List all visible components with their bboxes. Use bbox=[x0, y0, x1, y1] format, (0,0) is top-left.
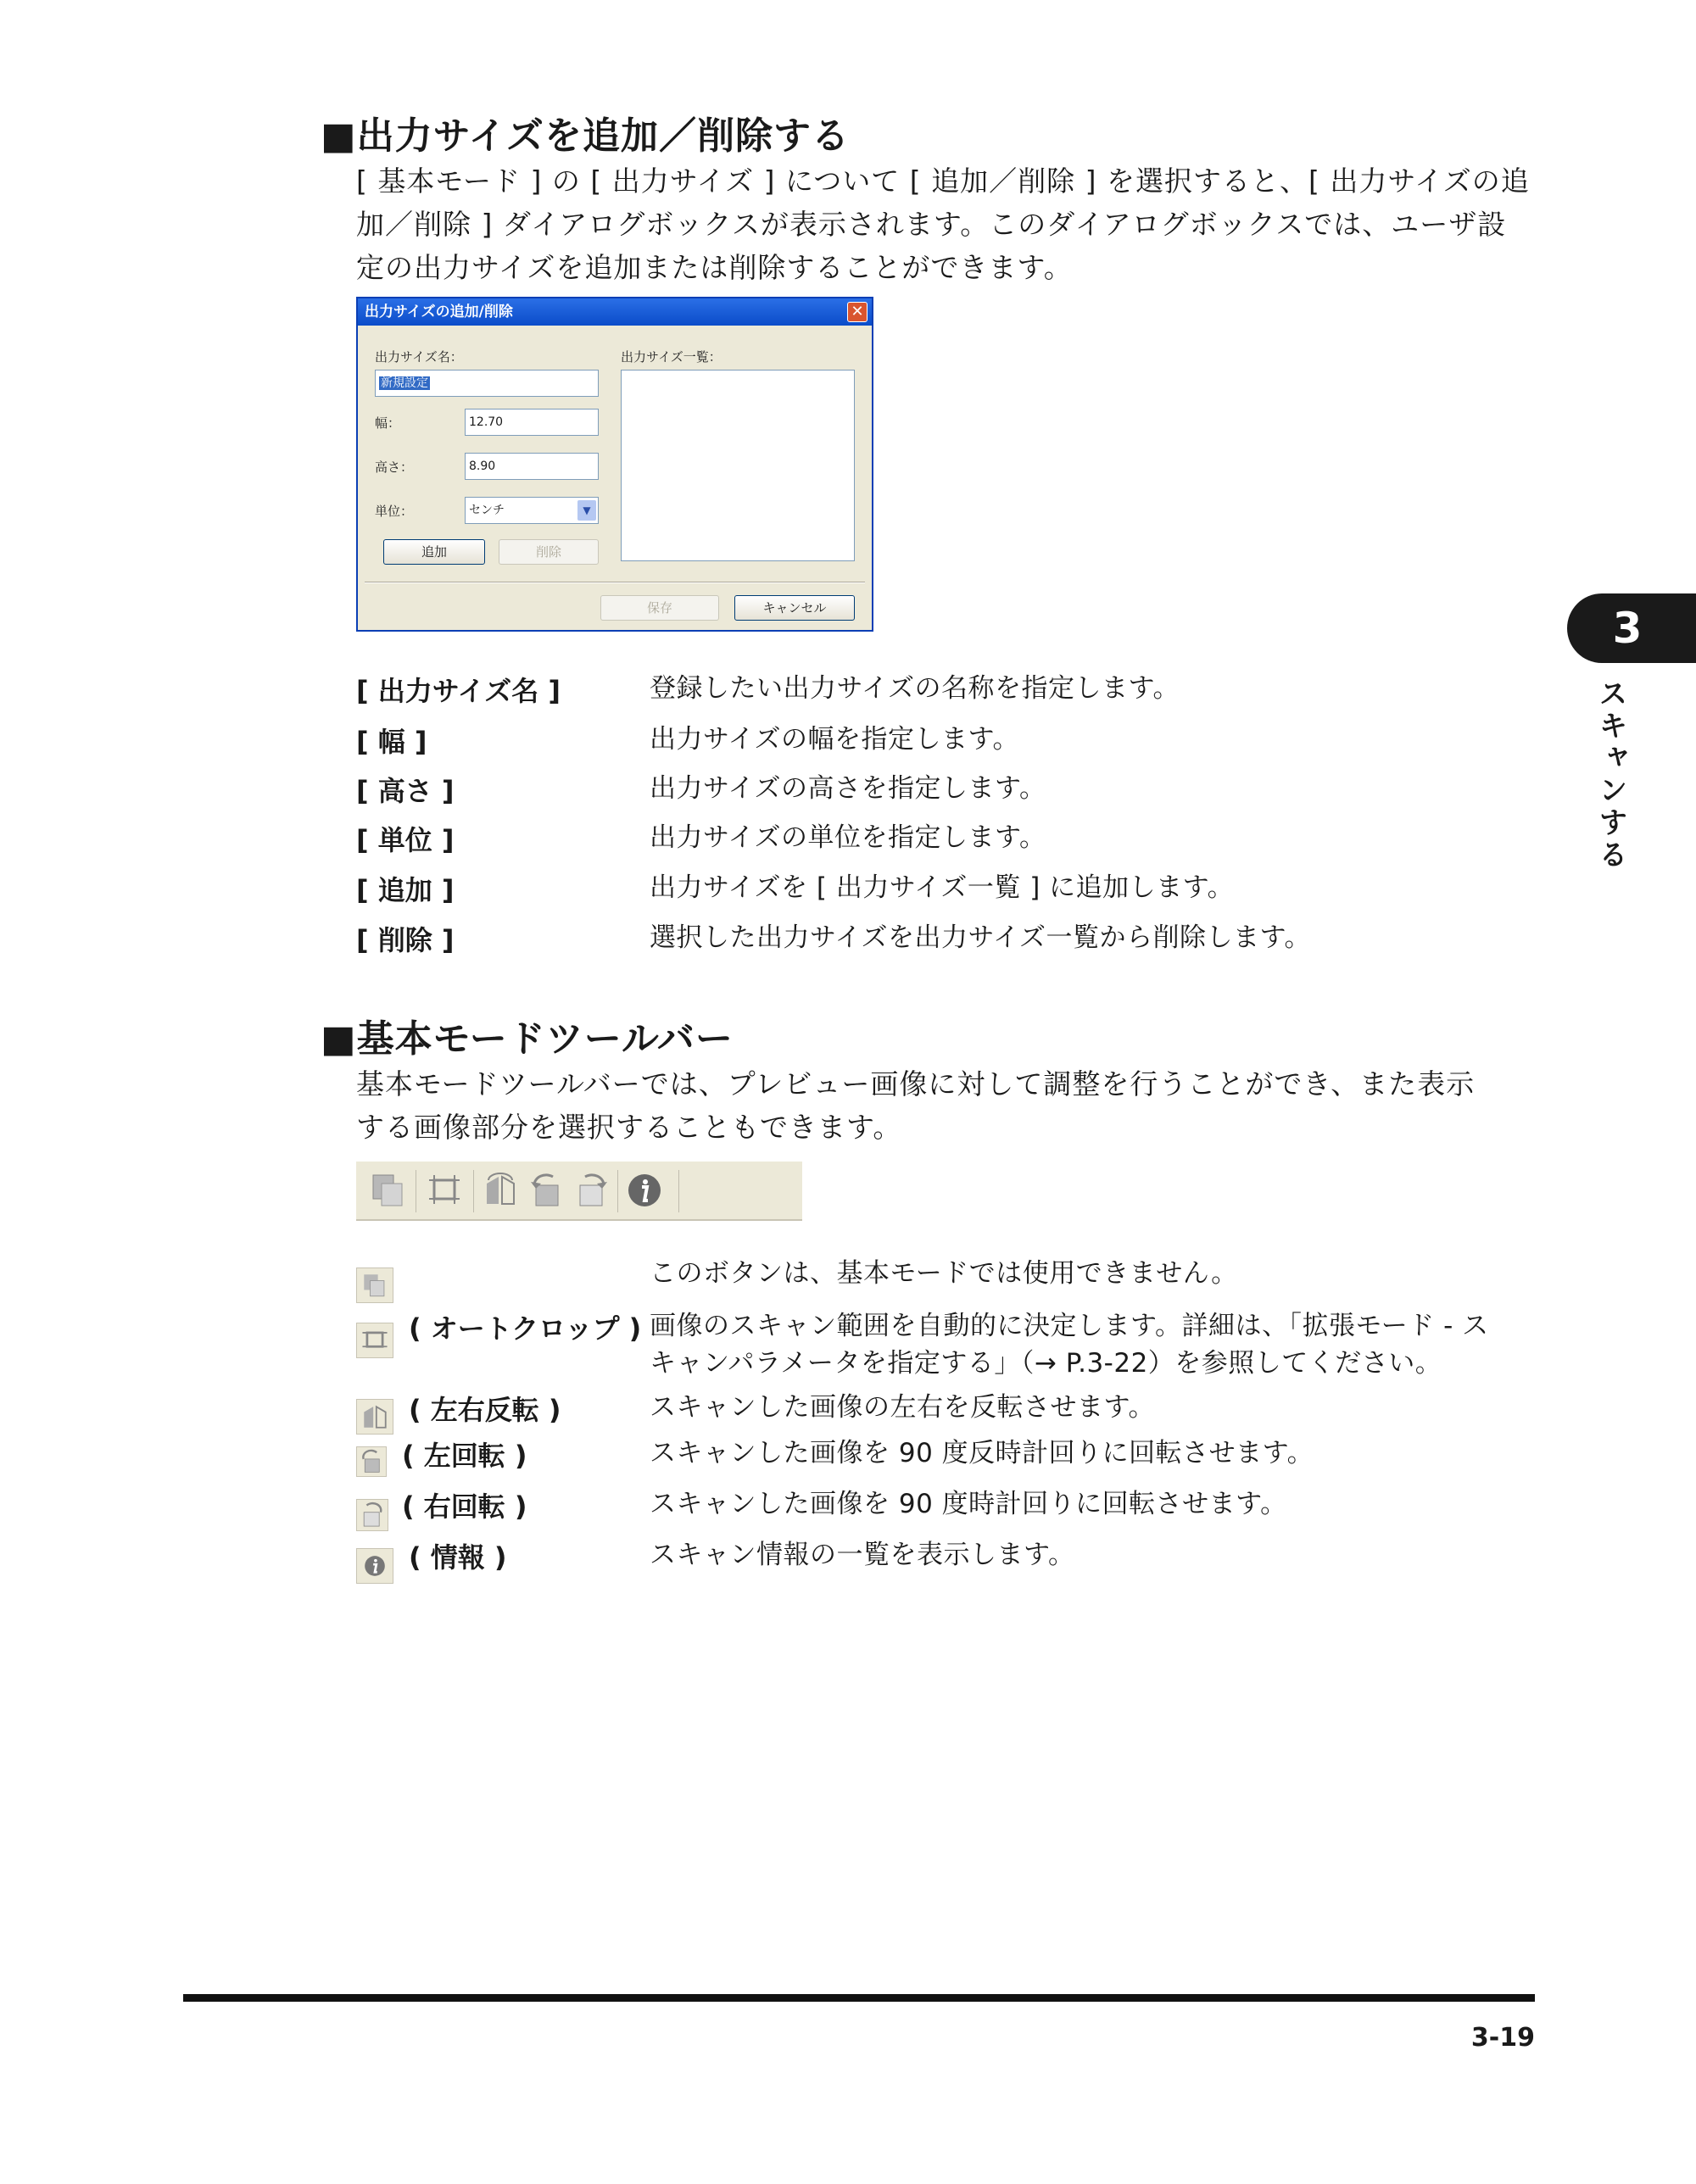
width-field[interactable]: 12.70 bbox=[465, 409, 599, 436]
unit-select[interactable] bbox=[465, 497, 599, 524]
intro-line: する画像部分を選択することもできます。 bbox=[356, 1111, 902, 1144]
description: スキャンした画像の左右を反転させます。 bbox=[650, 1392, 1156, 1423]
description: 出力サイズの高さを指定します。 bbox=[650, 773, 1046, 804]
info-icon[interactable] bbox=[626, 1172, 663, 1209]
description bbox=[650, 1307, 1489, 1382]
description: スキャン情報の一覧を表示します。 bbox=[650, 1540, 1075, 1570]
mirror-icon bbox=[356, 1399, 393, 1435]
section-intro-toolbar bbox=[356, 1062, 1560, 1149]
intro-line: 基本モードツールバーでは、プレビュー画像に対して調整を行うことができ、また表示 bbox=[356, 1067, 1476, 1100]
description: スキャンした画像を 90 度時計回りに回転させます。 bbox=[650, 1489, 1287, 1519]
description: このボタンは、基本モードでは使用できません。 bbox=[650, 1258, 1238, 1289]
intro-line: 加／削除 ] ダイアログボックスが表示されます。このダイアログボックスでは、ユーザ設 bbox=[356, 208, 1507, 241]
preview-frame-icon[interactable] bbox=[370, 1172, 407, 1209]
term: [ 出力サイズ名 ] bbox=[356, 675, 561, 707]
rotate-left-icon[interactable] bbox=[527, 1172, 565, 1209]
height-label: 高さ： bbox=[375, 460, 414, 475]
chapter-label: スキャンする bbox=[1593, 678, 1627, 872]
output-size-list[interactable] bbox=[621, 370, 855, 561]
term: ( 左右反転 ) bbox=[409, 1394, 561, 1426]
term: [ 高さ ] bbox=[356, 775, 455, 807]
chapter-tab: 3 bbox=[1567, 593, 1696, 663]
toolbar-divider bbox=[678, 1170, 679, 1212]
basic-mode-toolbar bbox=[356, 1162, 802, 1221]
description-line: キャンパラメータを指定する」（→ P.3-22）を参照してください。 bbox=[650, 1348, 1442, 1379]
section-intro-output-size bbox=[356, 159, 1560, 289]
intro-line: 定の出力サイズを追加または削除することができます。 bbox=[356, 251, 1073, 284]
description: 出力サイズを [ 出力サイズ一覧 ] に追加します。 bbox=[650, 872, 1235, 903]
rotate-right-icon[interactable] bbox=[573, 1172, 611, 1209]
auto-crop-icon bbox=[356, 1323, 393, 1358]
unit-value: センチ bbox=[469, 504, 505, 517]
chevron-down-icon[interactable]: ▼ bbox=[577, 500, 596, 521]
height-field[interactable]: 8.90 bbox=[465, 453, 599, 480]
toolbar-divider bbox=[473, 1170, 474, 1212]
save-button[interactable]: 保存 bbox=[600, 595, 719, 621]
term: ( 右回転 ) bbox=[402, 1490, 527, 1523]
term: [ 削除 ] bbox=[356, 924, 455, 956]
list-label: 出力サイズ一覧： bbox=[621, 349, 722, 365]
description: 出力サイズの幅を指定します。 bbox=[650, 724, 1020, 755]
term: [ 単位 ] bbox=[356, 824, 455, 856]
description: 選択した出力サイズを出力サイズ一覧から削除します。 bbox=[650, 922, 1312, 953]
dialog-divider bbox=[365, 582, 865, 583]
description: 登録したい出力サイズの名称を指定します。 bbox=[650, 673, 1180, 704]
info-icon bbox=[356, 1548, 393, 1584]
rotate-right-icon bbox=[356, 1499, 388, 1531]
output-size-dialog bbox=[356, 297, 873, 632]
page-number: 3-19 bbox=[1470, 2023, 1535, 2053]
section-heading-toolbar: ■基本モードツールバー bbox=[321, 1017, 734, 1061]
preview-frame-icon bbox=[356, 1268, 393, 1303]
add-button[interactable]: 追加 bbox=[383, 539, 485, 565]
unit-label: 単位： bbox=[375, 504, 414, 519]
section-heading-output-size: ■出力サイズを追加／削除する bbox=[321, 114, 851, 158]
term: ( 情報 ) bbox=[409, 1541, 507, 1574]
dialog-title: 出力サイズの追加/削除 bbox=[358, 298, 872, 326]
name-field[interactable] bbox=[375, 370, 599, 397]
term: [ 追加 ] bbox=[356, 874, 455, 906]
footer-rule bbox=[183, 1994, 1535, 2002]
toolbar-divider bbox=[617, 1170, 618, 1212]
name-label: 出力サイズ名： bbox=[375, 349, 463, 365]
description-line: 画像のスキャン範囲を自動的に決定します。詳細は、「拡張モード - ス bbox=[650, 1311, 1489, 1341]
delete-button[interactable]: 削除 bbox=[499, 539, 599, 565]
term: [ 幅 ] bbox=[356, 726, 427, 758]
auto-crop-icon[interactable] bbox=[426, 1172, 463, 1209]
term: ( 左回転 ) bbox=[402, 1440, 527, 1472]
cancel-button[interactable]: キャンセル bbox=[734, 595, 855, 621]
description: スキャンした画像を 90 度反時計回りに回転させます。 bbox=[650, 1438, 1314, 1468]
rotate-left-icon bbox=[356, 1446, 387, 1477]
intro-line: [ 基本モード ] の [ 出力サイズ ] について [ 追加／削除 ] を選択すると、[ 出力サイズの追 bbox=[356, 164, 1530, 198]
width-label: 幅： bbox=[375, 415, 401, 431]
description: 出力サイズの単位を指定します。 bbox=[650, 822, 1046, 853]
name-value: 新規設定 bbox=[381, 376, 428, 390]
mirror-icon[interactable] bbox=[482, 1172, 519, 1209]
term: ( オートクロップ ) bbox=[409, 1312, 642, 1345]
close-icon[interactable]: ✕ bbox=[847, 302, 868, 322]
